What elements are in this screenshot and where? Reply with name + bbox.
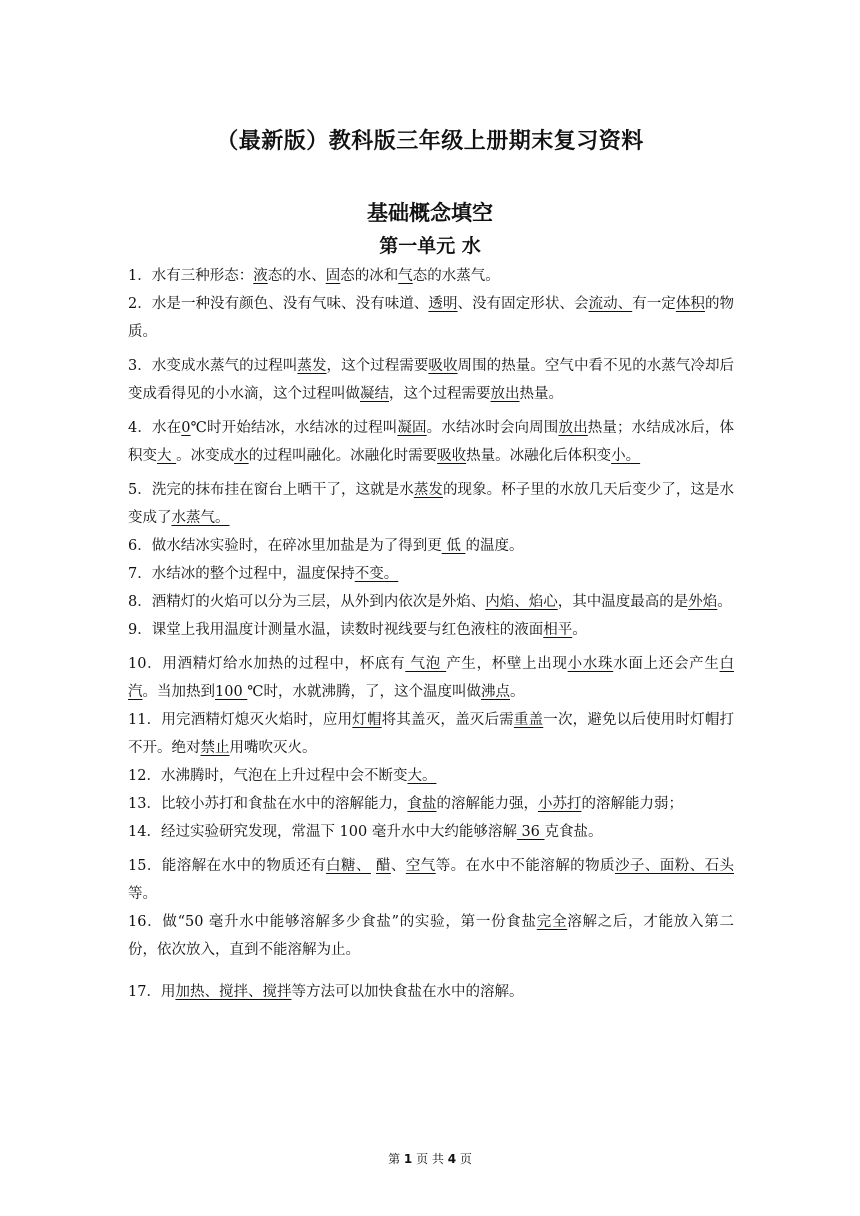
answer-blank: 凝结 <box>360 386 389 402</box>
answer-blank: 沸点 <box>481 684 511 700</box>
item-text: 溶解之后，才能放入第二份，依次放入，直到不能溶解为止。 <box>128 914 735 958</box>
item-text: 。 <box>510 684 525 700</box>
answer-blank: 低 <box>441 538 466 554</box>
item-text: 8．酒精灯的火焰可以分为三层，从外到内依次是外焰、 <box>128 594 486 610</box>
item-text: 1．水有三种形态： <box>128 268 254 284</box>
item-text: 13．比较小苏打和食盐在水中的溶解能力， <box>128 796 408 812</box>
item-text: 7．水结冰的整个过程中，温度保持 <box>128 566 355 582</box>
item-text: 10．用酒精灯给水加热的过程中，杯底有 <box>128 656 406 672</box>
item-text: 。 <box>572 622 587 638</box>
item-text: 5．洗完的抹布挂在窗台上晒干了，这就是水 <box>128 482 414 498</box>
answer-blank: 放出 <box>490 386 520 402</box>
list-item <box>128 588 734 616</box>
answer-blank: 吸收 <box>428 358 458 374</box>
item-text: 。 <box>717 594 732 610</box>
item-text: ，这个过程需要 <box>389 386 491 402</box>
answer-blank: 沙子、面粉、石头 <box>614 858 735 874</box>
list-item <box>128 818 734 846</box>
item-text: ，其中温度最高的是 <box>557 594 689 610</box>
answer-blank: 加热、搅拌、搅拌 <box>175 984 292 1000</box>
item-text: ℃时开始结冰，水结冰的过程叫 <box>190 420 398 436</box>
item-text: 水面上还会产生 <box>613 656 720 672</box>
answer-blank: 放出 <box>558 420 588 436</box>
item-text: 等。在水中不能溶解的物质 <box>435 858 615 874</box>
fill-in-items-list <box>128 262 734 1006</box>
answer-blank: 液 <box>253 268 268 284</box>
answer-blank: 完全 <box>536 914 568 930</box>
footer-suffix: 页 <box>456 1152 472 1166</box>
answer-blank: 相平 <box>543 622 573 638</box>
item-text: 态的冰和 <box>340 268 399 284</box>
footer-prefix: 第 <box>388 1152 404 1166</box>
item-text: 周围的热量。空气中看不见的水蒸气冷却后变成看得见的小水滴，这个过程叫做 <box>128 358 735 402</box>
answer-blank: 小苏打 <box>537 796 582 812</box>
item-text: 的溶解能力强， <box>436 796 538 812</box>
answer-blank: 气 <box>398 268 413 284</box>
item-text: 的过程叫融化。冰融化时需要 <box>248 448 438 464</box>
item-text: 、没有固定形状、会 <box>457 296 589 312</box>
list-item <box>128 352 734 408</box>
item-text: 的溶解能力弱； <box>581 796 683 812</box>
list-item <box>128 262 734 290</box>
footer-middle: 页 共 <box>412 1152 448 1166</box>
list-item <box>128 476 734 532</box>
answer-blank: 水 <box>234 448 249 464</box>
section-title: 基础概念填空 <box>367 201 493 225</box>
list-item <box>128 790 734 818</box>
list-item <box>128 762 734 790</box>
answer-blank: 流动、 <box>588 296 633 312</box>
list-item <box>128 978 734 1006</box>
answer-blank: 大。 <box>407 768 437 784</box>
item-text: 态的水、 <box>267 268 326 284</box>
item-text: 15．能溶解在水中的物质还有 <box>128 858 327 874</box>
unit-title: 第一单元 水 <box>379 235 481 257</box>
answer-blank: 外焰 <box>688 594 718 610</box>
answer-blank: 吸收 <box>437 448 467 464</box>
item-text: 2．水是一种没有颜色、没有气味、没有味道、 <box>128 296 429 312</box>
item-text: 的物质。 <box>128 296 735 340</box>
answer-blank: 水蒸气。 <box>171 510 230 526</box>
item-text: 克食盐。 <box>544 824 603 840</box>
answer-blank: 不变。 <box>354 566 399 582</box>
item-text: ，这个过程需要 <box>326 358 429 374</box>
answer-blank: 内焰、焰心 <box>485 594 558 610</box>
document-title: （最新版）教科版三年级上册期末复习资料 <box>216 129 644 154</box>
item-text: 热量。冰融化后体积变 <box>466 448 612 464</box>
item-text: 用嘴吹灭火。 <box>229 740 317 756</box>
answer-blank: 禁止 <box>200 740 230 756</box>
answer-blank: 透明 <box>428 296 458 312</box>
item-text: 热量；水结成冰后，体积变 <box>128 420 735 464</box>
item-text: 12．水沸腾时，气泡在上升过程中会不断变 <box>128 768 408 784</box>
footer-page-number: 1 <box>403 1152 413 1166</box>
item-text: 等。 <box>128 886 157 902</box>
answer-blank: 食盐 <box>407 796 437 812</box>
list-item <box>128 908 734 964</box>
answer-blank: 白糖、 <box>326 858 371 874</box>
answer-blank: 固 <box>325 268 341 284</box>
answer-blank: 100 <box>215 684 248 700</box>
item-text: 3．水变成水蒸气的过程叫 <box>128 358 298 374</box>
item-text: 14．经过实验研究发现，常温下 100 毫升水中大约能够溶解 <box>128 824 517 840</box>
answer-blank: 灯帽 <box>352 712 382 728</box>
answer-blank: 空气 <box>405 858 436 874</box>
item-text: ℃时，水就沸腾，了，这个温度叫做 <box>247 684 482 700</box>
item-text: 的现象。杯子里的水放几天后变少了，这是水变成了 <box>128 482 735 526</box>
answer-blank: 0 <box>181 420 191 436</box>
item-text: 产生，杯壁上出现 <box>446 656 568 672</box>
item-text: 16．做“50 毫升水中能够溶解多少食盐”的实验，第一份食盐 <box>128 914 537 930</box>
item-text: 态的水蒸气。 <box>412 268 500 284</box>
item-text: 6．做水结冰实验时，在碎冰里加盐是为了得到更 <box>128 538 442 554</box>
answer-blank: 凝固 <box>397 420 427 436</box>
list-item <box>128 532 734 560</box>
item-text: 。当加热到 <box>142 684 215 700</box>
item-text: 17．用 <box>128 984 176 1000</box>
list-item <box>128 560 734 588</box>
item-text: 一次，避免以后使用时灯帽打不开。绝对 <box>128 712 735 756</box>
list-item <box>128 706 734 762</box>
item-text: 11．用完酒精灯熄灭火焰时，应用 <box>128 712 353 728</box>
footer-total-pages: 4 <box>447 1152 457 1166</box>
answer-blank: 蒸发 <box>297 358 327 374</box>
list-item <box>128 616 734 644</box>
list-item <box>128 414 734 470</box>
item-text: 热量。 <box>519 386 563 402</box>
item-text: 有一定 <box>632 296 676 312</box>
item-text: 。冰变成 <box>176 448 235 464</box>
answer-blank: 气泡 <box>405 656 447 672</box>
item-text: 。水结冰时会向周围 <box>426 420 559 436</box>
item-text: 的温度。 <box>465 538 524 554</box>
item-text: 、 <box>390 858 406 874</box>
answer-blank: 小水珠 <box>567 656 614 672</box>
answer-blank: 重盖 <box>513 712 544 728</box>
answer-blank: 蒸发 <box>413 482 443 498</box>
answer-blank: 小。 <box>611 448 641 464</box>
answer-blank: 36 <box>516 824 545 840</box>
list-item <box>128 852 734 908</box>
page-footer <box>0 1150 860 1167</box>
answer-blank: 大 <box>157 448 177 464</box>
answer-blank: 白汽 <box>128 656 735 700</box>
item-text: 4．水在 <box>128 420 182 436</box>
answer-blank: 醋 <box>375 858 391 874</box>
list-item <box>128 290 734 346</box>
answer-blank: 体积 <box>675 296 705 312</box>
item-text: 将其盖灭，盖灭后需 <box>381 712 514 728</box>
item-text: 等方法可以加快食盐在水中的溶解。 <box>291 984 524 1000</box>
list-item <box>128 650 734 706</box>
item-text: 9．课堂上我用温度计测量水温，读数时视线要与红色液柱的液面 <box>128 622 544 638</box>
